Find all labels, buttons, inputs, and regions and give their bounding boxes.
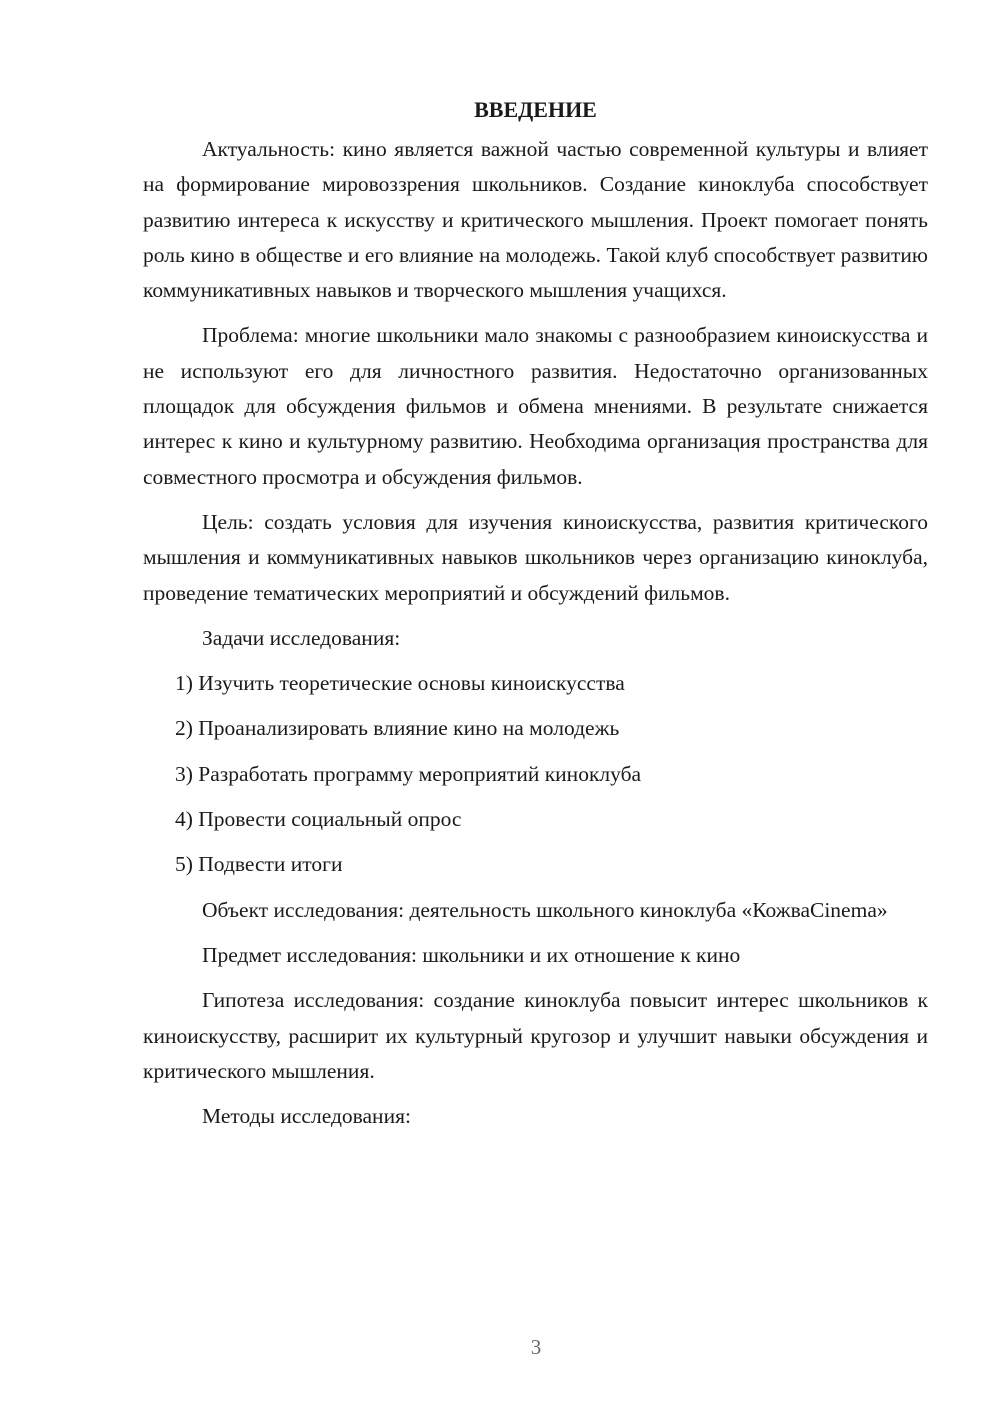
object-paragraph: Объект исследования: деятельность школьного киноклуба «КожваCinema» [202,897,888,922]
methods-heading: Методы исследования: [202,1104,411,1129]
list-item: 2) Проанализировать влияние кино на молодежь [175,716,620,741]
hypothesis-paragraph: Гипотеза исследования: создание киноклуба повысит интерес школьников к киноискусству, расширит их культурный кругозор и улучшит навыки обсуждения и критического мышления. [143,988,928,1083]
subject-paragraph: Предмет исследования: школьники и их отношение к кино [202,942,741,967]
problem-paragraph: Проблема: многие школьники мало знакомы с разнообразием киноискусства и не используют его для личностного развития. Недостаточно организованных площадок для обсуждения фильмов и обмена мнениями. В результате снижается интерес к кино и культурному развитию. Необходима организация пространства для совместного просмотра и обсуждения фильмов. [143,323,928,489]
tasks-list [143,666,928,882]
list-item: 5) Подвести итоги [175,852,343,877]
section-title: ВВЕДЕНИЕ [474,97,597,122]
list-item: 1) Изучить теоретические основы киноискусства [175,671,625,696]
tasks-heading: Задачи исследования: [202,625,401,650]
list-item: 3) Разработать программу мероприятий киноклуба [175,761,642,786]
page-number: 3 [530,1335,542,1359]
relevance-paragraph: Актуальность: кино является важной частью современной культуры и влияет на формирование мировоззрения школьников. Создание киноклуба способствует развитию интереса к искусству и критического мышления. Проект помогает понять роль кино в обществе и его влияние на молодежь. Такой клуб способствует развитию коммуникативных навыков и творческого мышления учащихся. [143,137,928,303]
list-item: 4) Провести социальный опрос [175,807,462,832]
document-page [143,95,928,1144]
goal-paragraph: Цель: создать условия для изучения киноискусства, развития критического мышления и коммуникативных навыков школьников через организацию киноклуба, проведение тематических мероприятий и обсуждений фильмов. [143,509,928,605]
